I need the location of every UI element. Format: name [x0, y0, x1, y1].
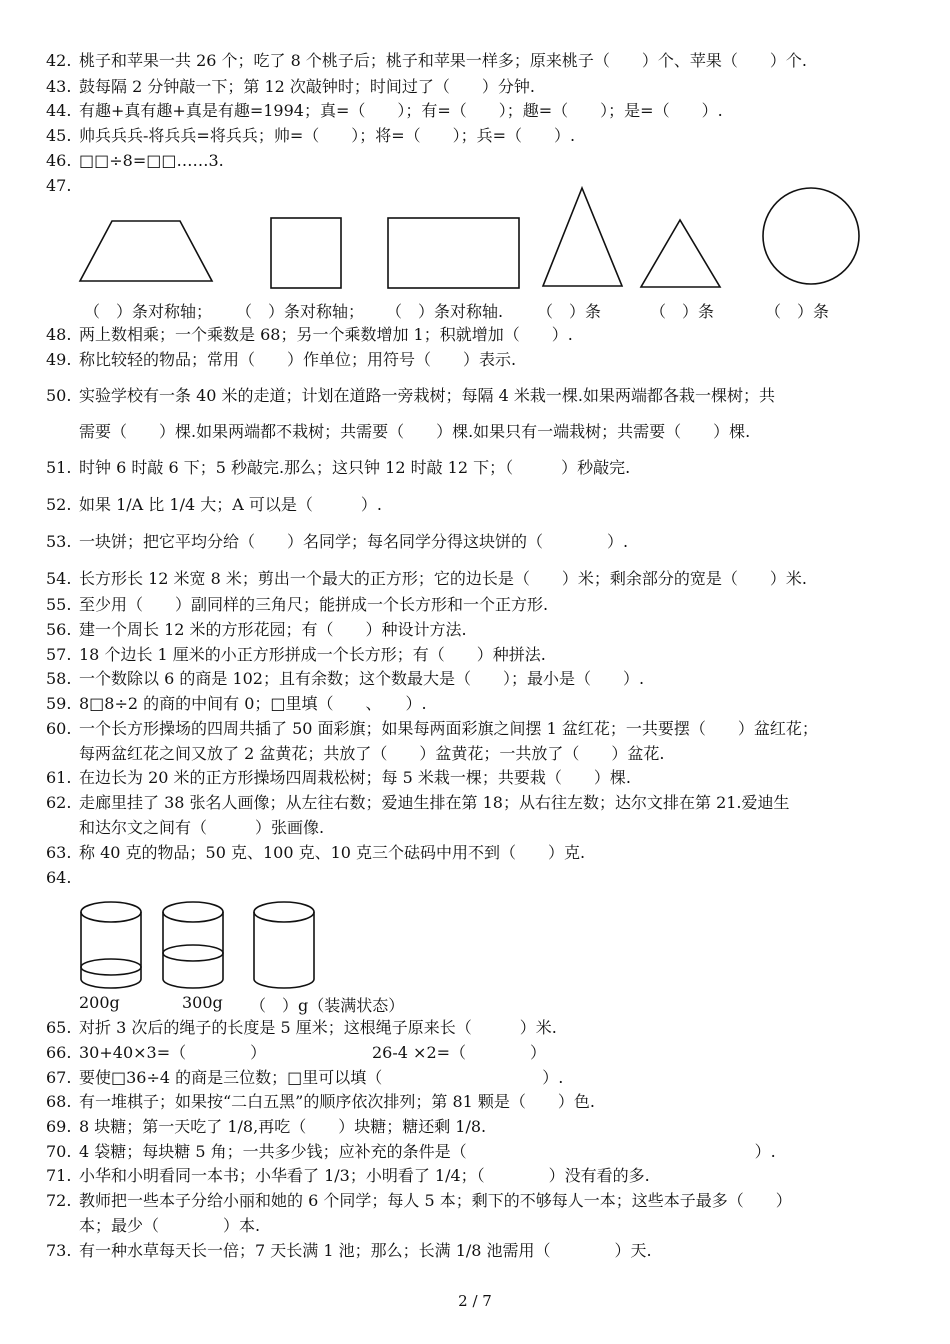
question-number: 63. — [46, 843, 72, 862]
question-67 — [46, 1068, 563, 1088]
question-text: 桃子和苹果一共 26 个；吃了 8 个桃子后；桃子和苹果一样多；原来桃子（ ）个、苹果（ ）个. — [79, 51, 807, 70]
question-number: 54. — [46, 569, 72, 588]
question-number: 72. — [46, 1191, 72, 1210]
question-text: 一个数除以 6 的商是 102；且有余数；这个数最大是（ ）；最小是（ ）. — [79, 669, 645, 688]
question-66-second: 26-4 ×2=（ ） — [372, 1043, 547, 1062]
question-68 — [46, 1092, 595, 1112]
question-number: 49. — [46, 350, 72, 369]
question-number: 62. — [46, 793, 72, 812]
cup-1-label: 200g — [79, 993, 120, 1012]
question-text: 教师把一些本子分给小丽和她的 6 个同学；每人 5 本；剩下的不够每人一本；这些本子最多（ ） — [79, 1191, 792, 1210]
question-text: 有一种水草每天长一倍；7 天长满 1 池；那么；长满 1/8 池需用（ ）天. — [79, 1241, 652, 1260]
question-number: 52. — [46, 495, 72, 514]
cup-1 — [81, 902, 141, 988]
question-text: 8 块糖；第一天吃了 1/8,再吃（ ）块糖；糖还剩 1/8. — [79, 1117, 487, 1136]
question-number: 64. — [46, 868, 72, 887]
question-number: 71. — [46, 1166, 72, 1185]
question-number: 45. — [46, 126, 72, 145]
question-number: 73. — [46, 1241, 72, 1260]
question-text: 至少用（ ）副同样的三角尺；能拼成一个长方形和一个正方形. — [79, 595, 549, 614]
question-text: 如果 1/A 比 1/4 大；A 可以是（ ）. — [79, 495, 382, 514]
question-72-continued: 本；最少（ ）本. — [79, 1216, 261, 1235]
question-number: 57. — [46, 645, 72, 664]
question-number: 70. — [46, 1142, 72, 1161]
question-text: 4 袋糖；每块糖 5 角；一共多少钱；应补充的条件是（ ）. — [79, 1142, 776, 1161]
question-text: 称 40 克的物品；50 克、100 克、10 克三个砝码中用不到（ ）克. — [79, 843, 586, 862]
question-text: 30+40×3=（ ） — [79, 1043, 267, 1062]
question-text: 鼓每隔 2 分钟敲一下；第 12 次敲钟时；时间过了（ ）分钟. — [79, 77, 535, 96]
question-66 — [46, 1043, 266, 1063]
question-text: 有一堆棋子；如果按“二白五黑”的顺序依次排列；第 81 颗是（ ）色. — [79, 1092, 595, 1111]
question-number: 59. — [46, 694, 72, 713]
question-71 — [46, 1166, 650, 1186]
question-number: 44. — [46, 101, 72, 120]
cup-3-label: （ ）g（装满状态） — [250, 996, 405, 1015]
question-text: 称比较轻的物品；常用（ ）作单位；用符号（ ）表示. — [79, 350, 517, 369]
cup-2-label: 300g — [182, 993, 223, 1012]
question-number: 56. — [46, 620, 72, 639]
question-50-continued: 需要（ ）棵.如果两端都不栽树；共需要（ ）棵.如果只有一端栽树；共需要（ ）棵. — [79, 422, 751, 441]
question-text: 18 个边长 1 厘米的小正方形拼成一个长方形；有（ ）种拼法. — [79, 645, 546, 664]
question-number: 42. — [46, 51, 72, 70]
question-text: 两上数相乘；一个乘数是 68；另一个乘数增加 1；积就增加（ ）. — [79, 325, 573, 344]
question-text: 对折 3 次后的绳子的长度是 5 厘米；这根绳子原来长（ ）米. — [79, 1018, 557, 1037]
question-number: 60. — [46, 719, 72, 738]
question-text: 一块饼；把它平均分给（ ）名同学；每名同学分得这块饼的（ ）. — [79, 532, 629, 551]
question-text: □□÷8=□□……3. — [79, 151, 224, 170]
question-number: 53. — [46, 532, 72, 551]
question-number: 50. — [46, 386, 72, 405]
question-73 — [46, 1241, 652, 1261]
question-62-continued: 和达尔文之间有（ ）张画像. — [79, 818, 325, 837]
question-text: 时钟 6 时敲 6 下；5 秒敲完.那么；这只钟 12 时敲 12 下；（ ）秒敲完. — [79, 458, 631, 477]
tall-triangle-label: （ ）条 — [537, 302, 602, 321]
question-number: 47. — [46, 176, 72, 195]
question-text: 建一个周长 12 米的方形花园；有（ ）种设计方法. — [79, 620, 467, 639]
question-number: 65. — [46, 1018, 72, 1037]
question-number: 67. — [46, 1068, 72, 1087]
question-number: 48. — [46, 325, 72, 344]
question-number: 55. — [46, 595, 72, 614]
question-text: 长方形长 12 米宽 8 米；剪出一个最大的正方形；它的边长是（ ）米；剩余部分的宽是（ ）米. — [79, 569, 807, 588]
page-number: 2 / 7 — [458, 1292, 492, 1310]
question-text: 实验学校有一条 40 米的走道；计划在道路一旁栽树；每隔 4 米栽一棵.如果两端都各栽一棵树；共 — [79, 386, 775, 405]
circle-label: （ ）条 — [765, 302, 830, 321]
question-text: 帅兵兵兵-将兵兵=将兵兵；帅=（ ）；将=（ ）；兵=（ ）. — [79, 126, 576, 145]
square-label: （ ）条对称轴； — [236, 302, 365, 321]
question-text: 小华和小明看同一本书；小华看了 1/3；小明看了 1/4；（ ）没有看的多. — [79, 1166, 650, 1185]
triangle-label: （ ）条 — [650, 302, 715, 321]
question-number: 68. — [46, 1092, 72, 1111]
question-number: 46. — [46, 151, 72, 170]
question-72 — [46, 1191, 792, 1211]
cup-2 — [163, 902, 223, 988]
question-number: 43. — [46, 77, 72, 96]
question-number: 69. — [46, 1117, 72, 1136]
question-60-continued: 每两盆红花之间又放了 2 盆黄花；共放了（ ）盆黄花；一共放了（ ）盆花. — [79, 744, 665, 763]
question-text: 要使□36÷4 的商是三位数；□里可以填（ ）. — [79, 1068, 564, 1087]
question-number: 51. — [46, 458, 72, 477]
question-65 — [46, 1018, 557, 1038]
rectangle-label: （ ）条对称轴. — [386, 302, 504, 321]
question-number: 58. — [46, 669, 72, 688]
question-number: 61. — [46, 768, 72, 787]
question-text: 有趣+真有趣+真是有趣=1994；真=（ ）；有=（ ）；趣=（ ）；是=（ ）. — [79, 101, 723, 120]
question-text: 在边长为 20 米的正方形操场四周栽松树；每 5 米栽一棵；共要栽（ ）棵. — [79, 768, 631, 787]
question-text: 走廊里挂了 38 张名人画像；从左往右数；爱迪生排在第 18；从右往左数；达尔文排在第 21.爱迪生 — [79, 793, 790, 812]
question-text: 一个长方形操场的四周共插了 50 面彩旗；如果每两面彩旗之间摆 1 盆红花；一共要摆（ ）盆红花； — [79, 719, 818, 738]
question-69 — [46, 1117, 486, 1137]
question-70 — [46, 1142, 776, 1162]
question-number: 66. — [46, 1043, 72, 1062]
cup-3 — [254, 902, 314, 988]
question-text: 8□8÷2 的商的中间有 0；□里填（ 、 ）. — [79, 694, 427, 713]
parallelogram-label: （ ）条对称轴； — [84, 302, 213, 321]
